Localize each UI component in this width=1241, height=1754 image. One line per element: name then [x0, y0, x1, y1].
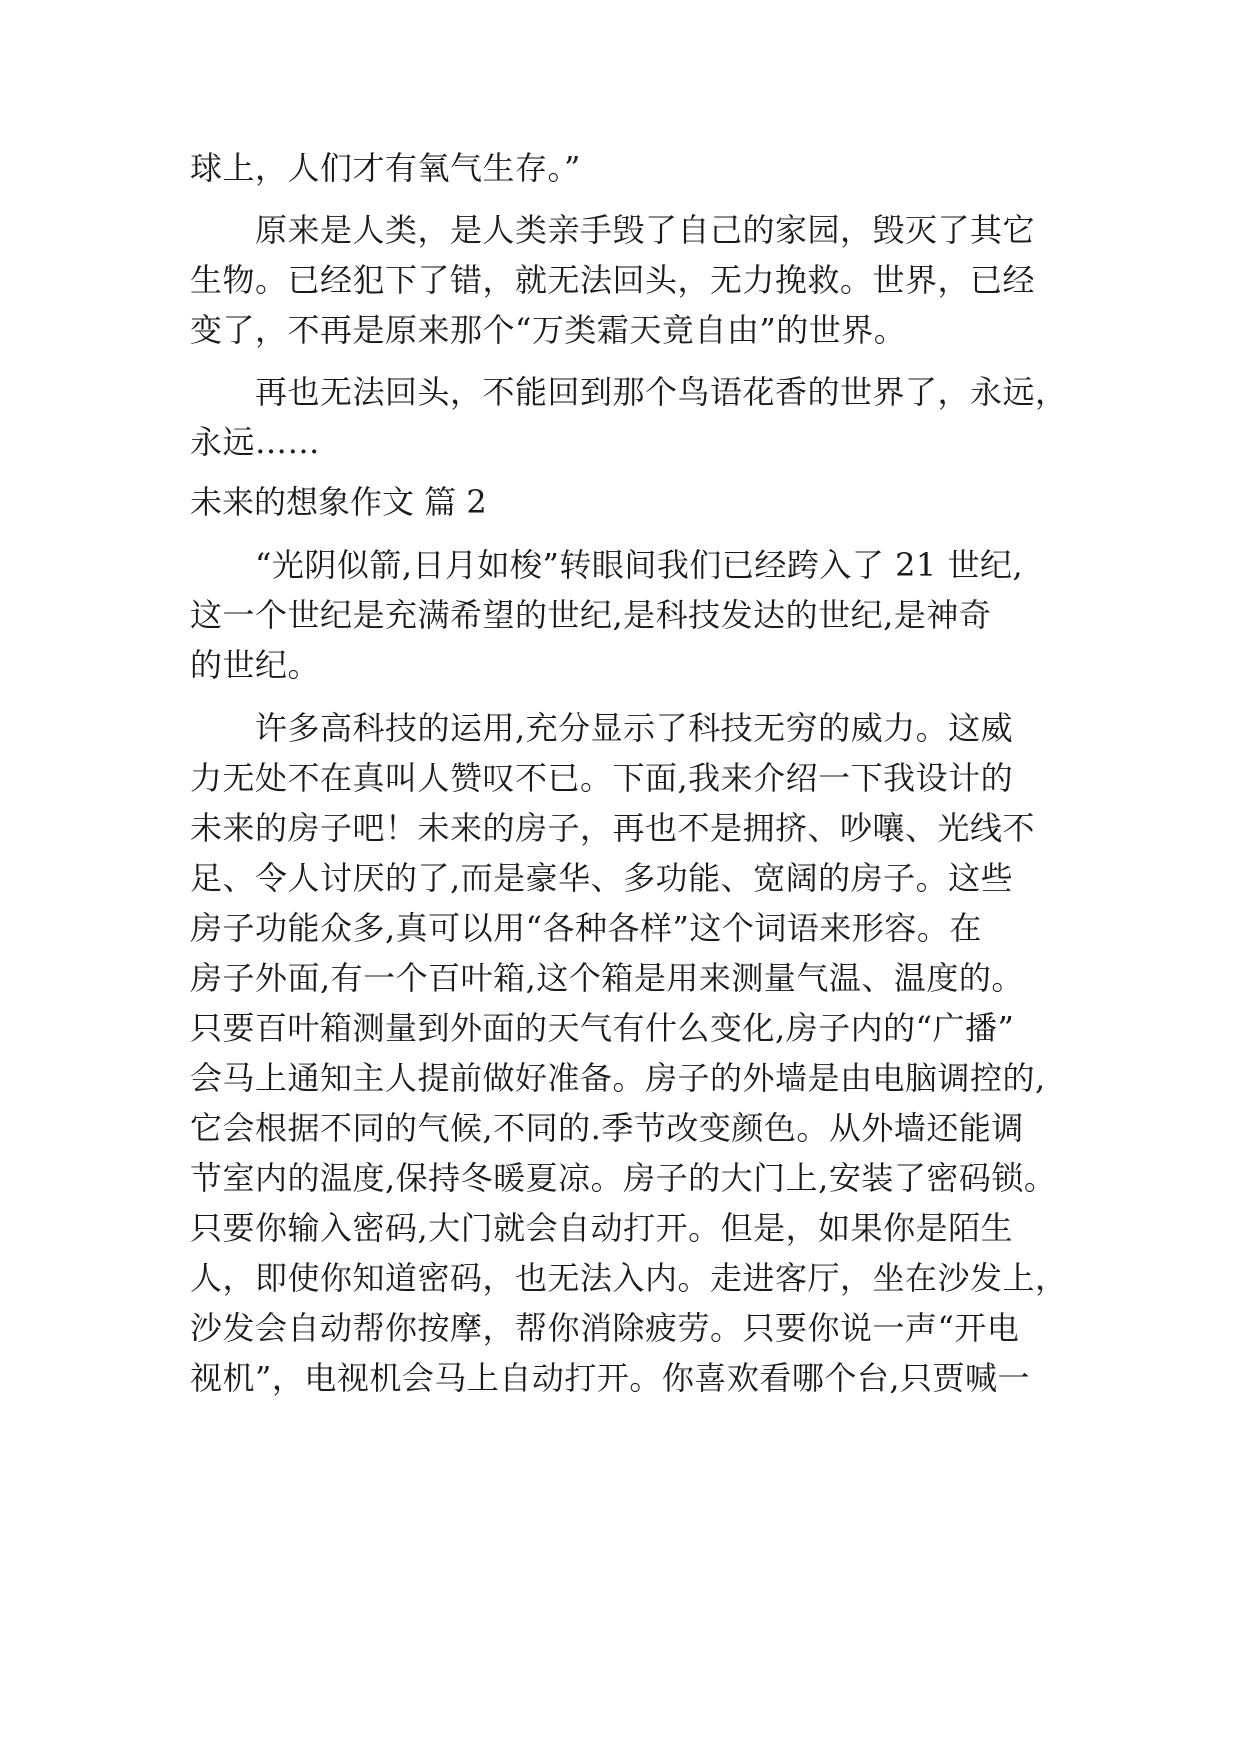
- paragraph-first-line: 再也无法回头，不能回到那个鸟语花香的世界了，永远，: [190, 373, 1068, 411]
- paragraph-first-line: “光阴似箭,日月如梭”转眼间我们已经跨入了 21 世纪,: [190, 546, 1024, 584]
- text-line: 只要你输入密码,大门就会自动打开。但是，如果你是陌生: [190, 1209, 1014, 1247]
- text-line: 永远……: [190, 423, 321, 461]
- section-heading: 未来的想象作文 篇 2: [190, 483, 487, 521]
- text-line: 球上，人们才有氧气生存。”: [190, 149, 581, 187]
- text-line: 足、令人讨厌的了,而是豪华、多功能、宽阔的房子。这些: [190, 859, 1014, 897]
- text-line: 沙发会自动帮你按摩，帮你消除疲劳。只要你说一声“开电: [190, 1309, 1020, 1347]
- text-line: 节室内的温度,保持冬暖夏凉。房子的大门上,安装了密码锁。: [190, 1159, 1057, 1197]
- text-line: 人，即使你知道密码，也无法入内。走进客厅，坐在沙发上，: [190, 1259, 1068, 1297]
- text-line: 变了，不再是原来那个“万类霜天竟自由”的世界。: [190, 311, 907, 349]
- text-line: 这一个世纪是充满希望的世纪,是科技发达的世纪,是神奇: [190, 596, 992, 634]
- paragraph-first-line: 原来是人类，是人类亲手毁了自己的家园，毁灭了其它: [190, 211, 1036, 249]
- text-line: 未来的房子吧！未来的房子，再也不是拥挤、吵嚷、光线不: [190, 809, 1036, 847]
- text-line: 视机”，电视机会马上自动打开。你喜欢看哪个台,只贾喊一: [190, 1359, 1031, 1397]
- paragraph-first-line: 许多高科技的运用,充分显示了科技无穷的威力。这威: [190, 709, 1014, 747]
- text-line: 的世纪。: [190, 646, 321, 684]
- text-line: 生物。已经犯下了错，就无法回头，无力挽救。世界，已经: [190, 261, 1036, 299]
- text-line: 会马上通知主人提前做好准备。房子的外墙是由电脑调控的,: [190, 1059, 1046, 1097]
- text-line: 房子功能众多,真可以用“各种各样”这个词语来形容。在: [190, 909, 982, 947]
- text-line: 它会根据不同的气候,不同的.季节改变颜色。从外墙还能调: [190, 1109, 1024, 1147]
- text-line: 房子外面,有一个百叶箱,这个箱是用来测量气温、温度的。: [190, 959, 1024, 997]
- text-line: 力无处不在真叫人赞叹不已。下面,我来介绍一下我设计的: [190, 759, 1014, 797]
- text-line: 只要百叶箱测量到外面的天气有什么变化,房子内的“广播”: [190, 1009, 1015, 1047]
